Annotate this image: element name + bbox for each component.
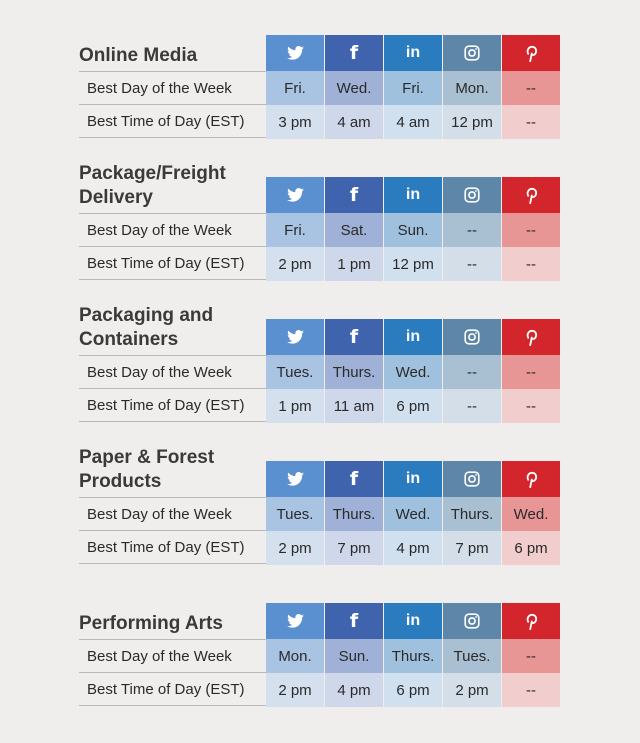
row-label-best-day: Best Day of the Week — [79, 639, 266, 673]
best-day-cell: -- — [443, 355, 501, 389]
best-time-cell: 11 am — [325, 389, 383, 423]
instagram-icon — [462, 327, 482, 347]
instagram-icon — [462, 611, 482, 631]
best-time-cell: 4 am — [384, 105, 442, 139]
row-label-best-time: Best Time of Day (EST) — [79, 672, 266, 706]
best-time-cell: 1 pm — [325, 247, 383, 281]
platform-column — [384, 35, 442, 139]
industry-table — [79, 603, 560, 707]
platform-header — [443, 461, 501, 497]
pinterest-icon — [521, 185, 541, 205]
platform-header — [443, 35, 501, 71]
platform-header — [443, 319, 501, 355]
twitter-icon — [285, 611, 305, 631]
platform-column — [384, 319, 442, 423]
row-label-best-time: Best Time of Day (EST) — [79, 246, 266, 280]
platform-column — [502, 35, 560, 139]
platform-header — [502, 603, 560, 639]
best-time-cell: 12 pm — [443, 105, 501, 139]
platform-column — [325, 603, 383, 707]
best-time-cell: 6 pm — [384, 389, 442, 423]
best-day-cell: Sun. — [325, 639, 383, 673]
best-day-cell: Thurs. — [325, 355, 383, 389]
platform-header — [266, 319, 324, 355]
industry-title: Paper & Forest Products — [79, 447, 215, 492]
best-time-cell: 4 pm — [384, 531, 442, 565]
instagram-icon — [462, 469, 482, 489]
best-time-cell: -- — [443, 389, 501, 423]
best-time-cell: 2 pm — [443, 673, 501, 707]
best-day-cell: Wed. — [384, 355, 442, 389]
best-time-cell: -- — [502, 105, 560, 139]
facebook-icon: f — [349, 184, 359, 206]
best-time-cell: 7 pm — [443, 531, 501, 565]
best-time-cell: 2 pm — [266, 247, 324, 281]
row-label-best-day: Best Day of the Week — [79, 71, 266, 105]
best-day-cell: -- — [502, 639, 560, 673]
row-label-best-day: Best Day of the Week — [79, 213, 266, 247]
industry-table — [79, 305, 560, 423]
platform-column — [325, 177, 383, 281]
platform-column — [325, 35, 383, 139]
facebook-icon: f — [349, 326, 359, 348]
best-day-cell: Tues. — [443, 639, 501, 673]
facebook-icon: f — [349, 468, 359, 490]
best-day-cell: Mon. — [443, 71, 501, 105]
row-label-best-day: Best Day of the Week — [79, 497, 266, 531]
best-day-cell: Sun. — [384, 213, 442, 247]
best-time-cell: 2 pm — [266, 673, 324, 707]
platform-column — [266, 177, 324, 281]
best-day-cell: -- — [502, 71, 560, 105]
facebook-icon: f — [349, 610, 359, 632]
platform-column — [502, 177, 560, 281]
platform-column — [443, 603, 501, 707]
row-label-best-day: Best Day of the Week — [79, 355, 266, 389]
row-label-best-time: Best Time of Day (EST) — [79, 388, 266, 422]
platform-header — [325, 603, 383, 639]
instagram-icon — [462, 185, 482, 205]
platform-column — [443, 177, 501, 281]
pinterest-icon — [521, 327, 541, 347]
platform-header — [266, 177, 324, 213]
best-time-cell: 1 pm — [266, 389, 324, 423]
best-day-cell: Wed. — [384, 497, 442, 531]
platform-header — [384, 603, 442, 639]
best-day-cell: Fri. — [266, 71, 324, 105]
pinterest-icon — [521, 469, 541, 489]
best-time-cell: 6 pm — [502, 531, 560, 565]
platform-column — [443, 319, 501, 423]
best-day-cell: -- — [443, 213, 501, 247]
platform-header — [502, 177, 560, 213]
platform-header — [384, 177, 442, 213]
row-label-best-time: Best Time of Day (EST) — [79, 104, 266, 138]
best-day-cell: -- — [502, 213, 560, 247]
twitter-icon — [285, 327, 305, 347]
best-day-cell: Tues. — [266, 355, 324, 389]
best-time-cell: 6 pm — [384, 673, 442, 707]
platform-header — [325, 35, 383, 71]
best-day-cell: Sat. — [325, 213, 383, 247]
platform-column — [325, 461, 383, 565]
platform-header — [384, 461, 442, 497]
twitter-icon — [285, 43, 305, 63]
best-time-cell: 12 pm — [384, 247, 442, 281]
best-time-cell: -- — [502, 247, 560, 281]
best-time-cell: 2 pm — [266, 531, 324, 565]
platform-column — [325, 319, 383, 423]
twitter-icon — [285, 185, 305, 205]
best-day-cell: -- — [502, 355, 560, 389]
twitter-icon — [285, 469, 305, 489]
platform-column — [384, 603, 442, 707]
best-day-cell: Fri. — [384, 71, 442, 105]
platform-header — [502, 35, 560, 71]
industry-title: Performing Arts — [79, 613, 223, 634]
pinterest-icon — [521, 611, 541, 631]
best-time-cell: -- — [502, 673, 560, 707]
industry-title: Online Media — [79, 45, 198, 66]
best-time-cell: 7 pm — [325, 531, 383, 565]
platform-header — [502, 319, 560, 355]
instagram-icon — [462, 43, 482, 63]
best-time-cell: -- — [502, 389, 560, 423]
industry-table — [79, 447, 560, 565]
industry-table — [79, 35, 560, 139]
linkedin-icon: in — [405, 328, 421, 345]
best-time-cell: -- — [443, 247, 501, 281]
best-day-cell: Tues. — [266, 497, 324, 531]
facebook-icon: f — [349, 42, 359, 64]
platform-column — [443, 35, 501, 139]
platform-column — [384, 177, 442, 281]
platform-column — [502, 461, 560, 565]
platform-column — [266, 319, 324, 423]
best-time-cell: 4 am — [325, 105, 383, 139]
linkedin-icon: in — [405, 612, 421, 629]
platform-column — [266, 461, 324, 565]
platform-column — [266, 603, 324, 707]
best-day-cell: Thurs. — [325, 497, 383, 531]
best-day-cell: Wed. — [502, 497, 560, 531]
industry-table — [79, 163, 560, 281]
best-day-cell: Mon. — [266, 639, 324, 673]
platform-header — [443, 177, 501, 213]
platform-column — [502, 603, 560, 707]
row-label-best-time: Best Time of Day (EST) — [79, 530, 266, 564]
platform-column — [266, 35, 324, 139]
best-day-cell: Thurs. — [443, 497, 501, 531]
platform-header — [325, 461, 383, 497]
best-time-cell: 4 pm — [325, 673, 383, 707]
platform-column — [384, 461, 442, 565]
industry-title: Package/Freight Delivery — [79, 163, 226, 208]
platform-header — [502, 461, 560, 497]
linkedin-icon: in — [405, 186, 421, 203]
platform-header — [325, 319, 383, 355]
platform-header — [384, 35, 442, 71]
platform-header — [266, 461, 324, 497]
industry-title: Packaging and Containers — [79, 305, 214, 350]
best-day-cell: Wed. — [325, 71, 383, 105]
platform-column — [443, 461, 501, 565]
platform-header — [266, 35, 324, 71]
platform-header — [443, 603, 501, 639]
platform-column — [502, 319, 560, 423]
best-time-cell: 3 pm — [266, 105, 324, 139]
linkedin-icon: in — [405, 470, 421, 487]
platform-header — [325, 177, 383, 213]
pinterest-icon — [521, 43, 541, 63]
platform-header — [384, 319, 442, 355]
best-day-cell: Fri. — [266, 213, 324, 247]
platform-header — [266, 603, 324, 639]
linkedin-icon: in — [405, 44, 421, 61]
best-day-cell: Thurs. — [384, 639, 442, 673]
